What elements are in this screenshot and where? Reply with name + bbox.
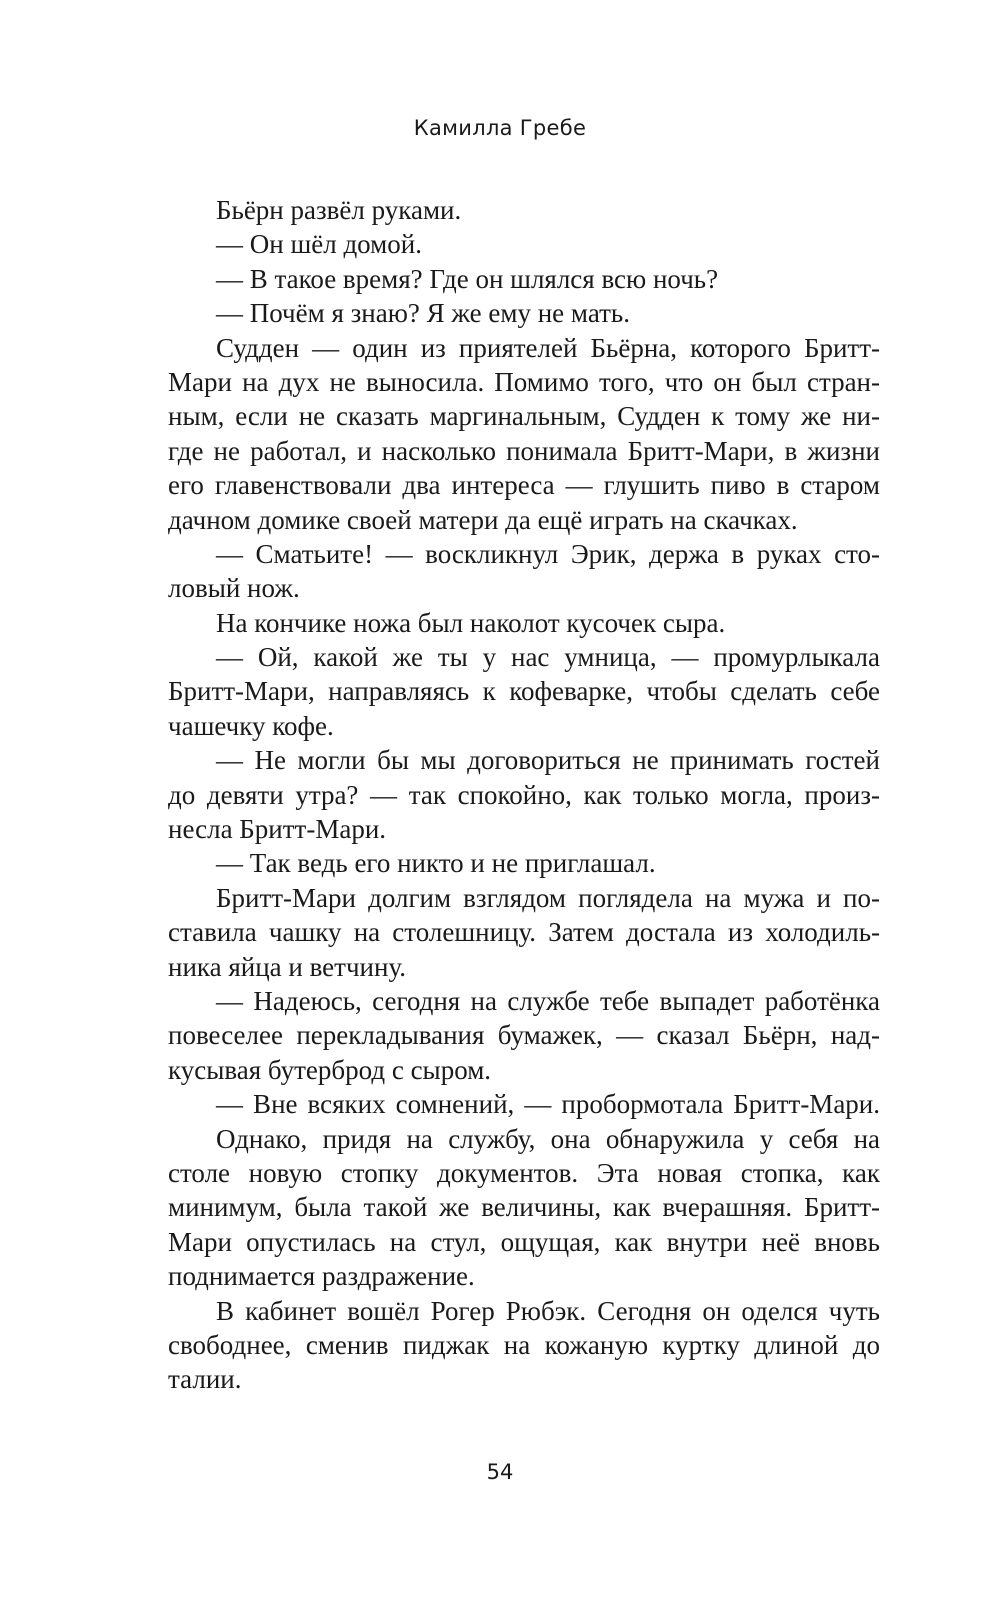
text-line: — Сматьите! — воскликнул Эрик, держа в руках сто- [216,538,880,569]
text-line: несла Бритт-Мари. [168,814,387,845]
body-text [168,193,880,1397]
text-line: ставила чашку на столешницу. Затем достала из холодиль- [168,917,880,948]
text-line: дачном домике своей матери да ещё играть на скачках. [168,504,798,535]
text-line: — В такое время? Где он шлялся всю ночь? [216,263,719,294]
text-line: поднимается раздражение. [168,1261,475,1292]
text-line: Мари опустилась на стул, ощущая, как внутри неё вновь [168,1226,880,1257]
text-line: Бритт-Мари, направляясь к кофеварке, чтобы сделать себе [168,676,880,707]
text-line: — Надеюсь, сегодня на службе тебе выпадет работёнка [216,985,880,1016]
text-line: свободнее, сменив пиджак на кожаную куртку длиной до [168,1329,880,1360]
text-line: чашечку кофе. [168,710,334,741]
running-head: Камилла Гребе [413,116,587,140]
text-line: — Почём я знаю? Я же ему не мать. [216,298,630,329]
text-line: до девяти утра? — так спокойно, как только могла, произ- [168,779,880,810]
text-line: столе новую стопку документов. Эта новая стопка, как [168,1157,880,1188]
text-line: кусывая бутерброд с сыром. [168,1054,492,1085]
text-line: его главенствовали два интереса — глушить пиво в старом [168,470,880,501]
text-line: минимум, была такой же величины, как вчерашняя. Бритт- [168,1192,880,1223]
text-line: На кончике ножа был наколот кусочек сыра. [216,607,726,638]
text-line: талии. [168,1364,242,1395]
text-line: Мари на дух не выносила. Помимо того, что он был стран- [168,366,880,397]
text-line: Бьёрн развёл руками. [216,195,462,225]
text-line: ника яйца и ветчину. [168,951,406,982]
text-line: где не работал, и насколько понимала Бритт-Мари, в жизни [168,435,880,466]
text-line: В кабинет вошёл Рогер Рюбэк. Сегодня он оделся чуть [216,1295,880,1326]
text-line: — Так ведь его никто и не приглашал. [216,848,656,879]
text-line: Бритт-Мари долгим взглядом поглядела на мужа и по- [216,882,880,913]
text-line: ловый нож. [168,573,300,604]
text-line: — Ой, какой же ты у нас умница, — промурлыкала [216,642,880,673]
text-line: — Вне всяких сомнений, — пробормотала Бритт-Мари. [216,1089,880,1120]
text-line: — Он шёл домой. [216,229,422,260]
text-line: Судден — один из приятелей Бьёрна, которого Бритт- [216,332,880,363]
text-line: Однако, придя на службу, она обнаружила у себя на [216,1123,880,1154]
text-line: — Не могли бы мы договориться не принимать гостей [216,745,880,776]
page-number: 54 [486,1460,514,1484]
text-line: повеселее перекладывания бумажек, — сказал Бьёрн, над- [168,1020,880,1051]
text-line: ным, если не сказать маргинальным, Судден к тому же ни- [168,401,880,432]
